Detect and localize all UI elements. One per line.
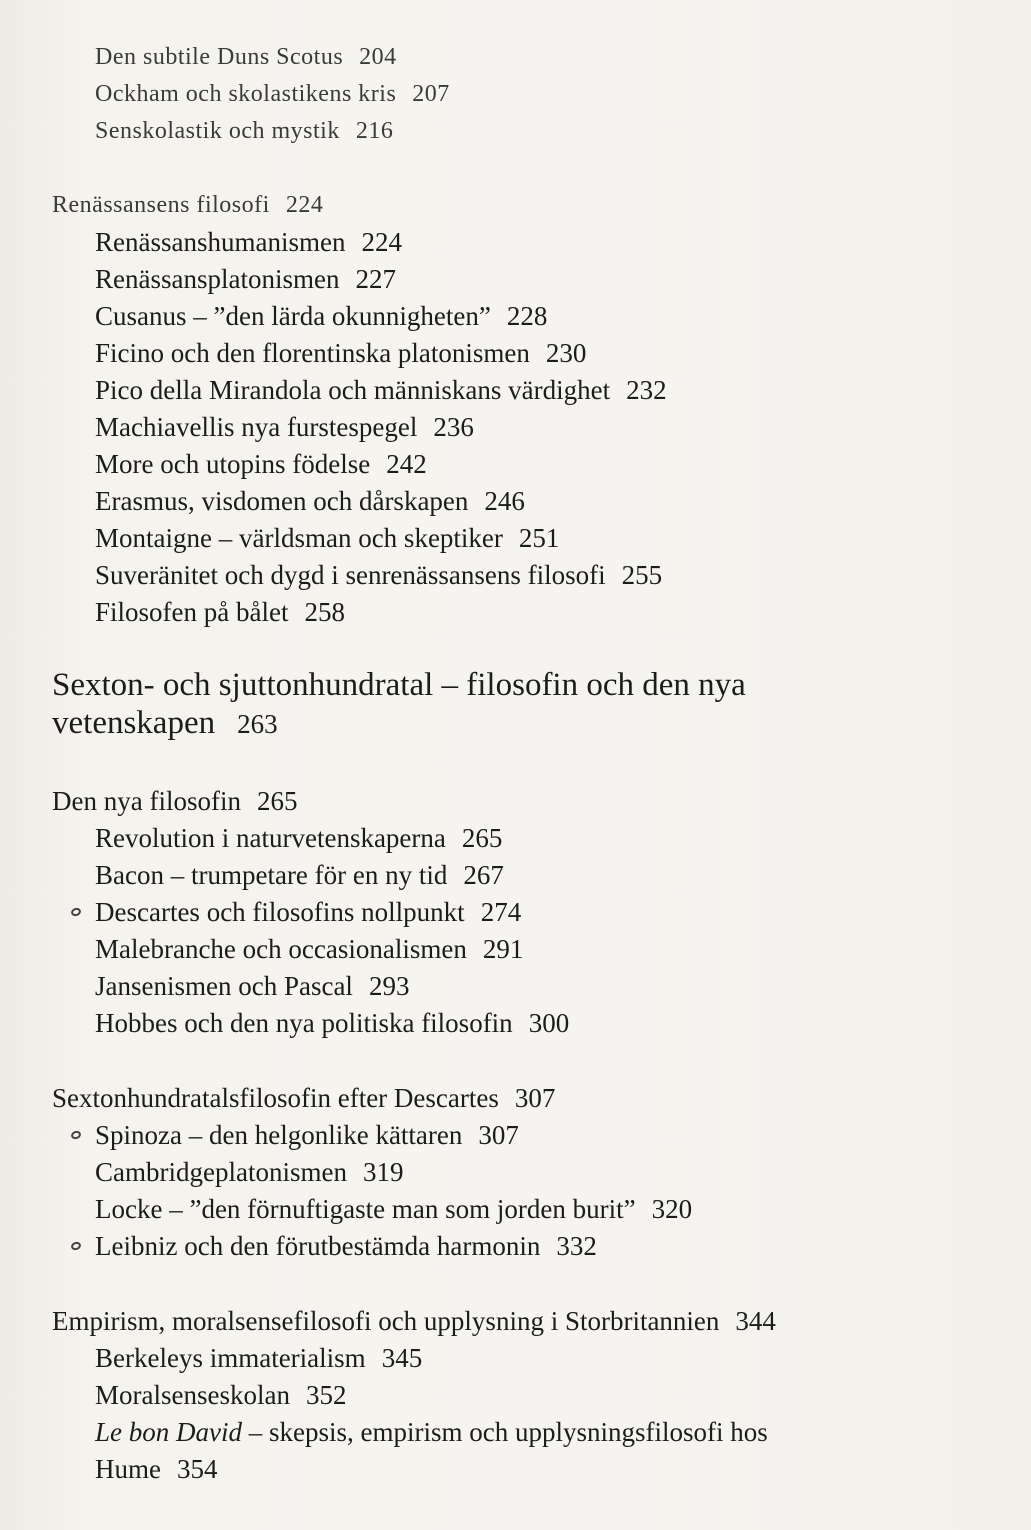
toc-entry: Ficino och den florentinska platonismen 230 (95, 338, 587, 368)
pencil-mark-icon (70, 1241, 82, 1252)
toc-entry-cont: Hume 354 (95, 1454, 218, 1484)
toc-entry: Jansenismen och Pascal 293 (95, 971, 410, 1001)
pencil-mark-icon (70, 1130, 82, 1141)
part-title: Sexton- och sjuttonhundratal – filosofin och den nya (52, 667, 746, 703)
toc-entry: Senskolastik och mystik 216 (95, 118, 394, 144)
toc-entry: Locke – ”den förnuftigaste man som jorden burit” 320 (95, 1194, 693, 1224)
toc-entry: Renässansplatonismen 227 (95, 264, 396, 294)
toc-entry: Le bon David – skepsis, empirism och upplysningsfilosofi hos (95, 1417, 768, 1447)
toc-entry: Montaigne – världsman och skeptiker 251 (95, 523, 560, 553)
toc-entry: Suveränitet och dygd i senrenässansens filosofi 255 (95, 560, 663, 590)
toc-entry: Ockham och skolastikens kris 207 (95, 81, 450, 107)
toc-entry: Cusanus – ”den lärda okunnigheten” 228 (95, 301, 548, 331)
toc-entry: More och utopins födelse 242 (95, 449, 427, 479)
section-heading: Den nya filosofin 265 (52, 786, 298, 816)
section-heading: Sextonhundratalsfilosofin efter Descartes 307 (52, 1083, 556, 1113)
toc-entry: Revolution i naturvetenskaperna 265 (95, 823, 503, 853)
toc-entry: Hobbes och den nya politiska filosofin 300 (95, 1008, 570, 1038)
toc-entry: Pico della Mirandola och människans värdighet 232 (95, 375, 667, 405)
part-title-cont: vetenskapen 263 (52, 705, 278, 741)
toc-entry: Machiavellis nya furstespegel 236 (95, 412, 474, 442)
toc-entry: Renässanshumanismen 224 (95, 227, 402, 257)
toc-entry: Malebranche och occasionalismen 291 (95, 934, 524, 964)
pencil-mark-icon (70, 907, 82, 918)
toc-entry: Descartes och filosofins nollpunkt 274 (95, 895, 521, 929)
toc-entry: Cambridgeplatonismen 319 (95, 1157, 404, 1187)
toc-entry: Erasmus, visdomen och dårskapen 246 (95, 486, 525, 516)
toc-entry: Moralsenseskolan 352 (95, 1380, 347, 1410)
toc-entry: Den subtile Duns Scotus 204 (95, 44, 397, 70)
toc-entry: Bacon – trumpetare för en ny tid 267 (95, 860, 504, 890)
section-heading: Renässansens filosofi 224 (52, 192, 324, 218)
toc-entry: Leibniz och den förutbestämda harmonin 332 (95, 1229, 597, 1263)
toc-entry: Filosofen på bålet 258 (95, 597, 345, 627)
section-heading: Empirism, moralsensefilosofi och upplysning i Storbritannien 344 (52, 1306, 776, 1336)
toc-entry: Spinoza – den helgonlike kättaren 307 (95, 1118, 519, 1152)
toc-entry: Berkeleys immaterialism 345 (95, 1343, 423, 1373)
